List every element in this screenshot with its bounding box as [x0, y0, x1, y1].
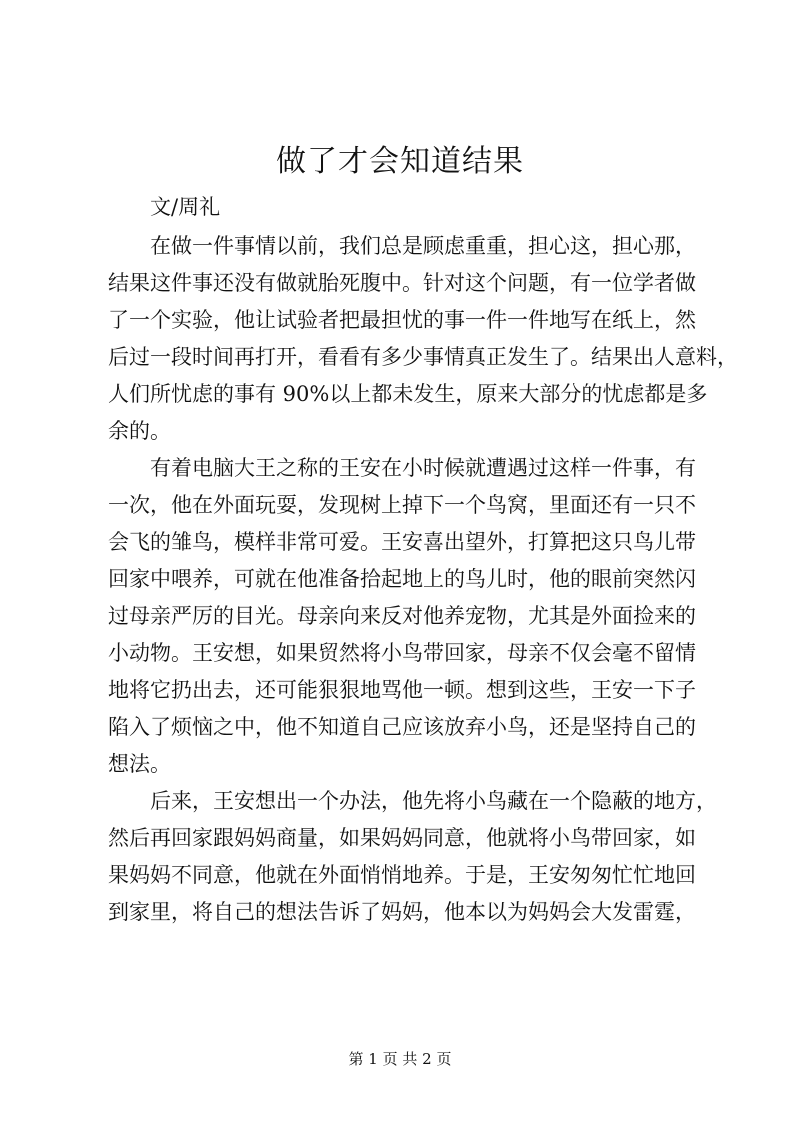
- text-line: 会飞的雏鸟，模样非常可爱。王安喜出望外，打算把这只鸟儿带: [108, 530, 696, 554]
- document-body: [108, 228, 738, 931]
- text-line: 地将它扔出去，还可能狠狠地骂他一顿。想到这些，王安一下子: [108, 678, 696, 702]
- page-footer: 第 1 页 共 2 页: [348, 1050, 452, 1068]
- text-line: 陷入了烦恼之中，他不知道自己应该放弃小鸟，还是坚持自己的: [108, 715, 696, 739]
- text-line: 余的。: [108, 419, 171, 443]
- paragraph: [108, 450, 696, 783]
- text-line: 一次，他在外面玩耍，发现树上掉下一个鸟窝，里面还有一只不: [108, 493, 696, 517]
- author-byline: 文/周礼: [150, 195, 221, 219]
- paragraph: [108, 228, 738, 450]
- paragraph: [108, 783, 717, 931]
- text-line: 想法。: [108, 752, 171, 776]
- text-line: 了一个实验，他让试验者把最担忧的事一件一件地写在纸上，然: [108, 308, 696, 332]
- text-line: 后来，王安想出一个办法，他先将小鸟藏在一个隐蔽的地方，: [150, 789, 717, 813]
- text-line: 在做一件事情以前，我们总是顾虑重重，担心这，担心那，: [150, 234, 696, 258]
- text-line: 结果这件事还没有做就胎死腹中。针对这个问题，有一位学者做: [108, 271, 696, 295]
- text-line: 过母亲严厉的目光。母亲向来反对他养宠物，尤其是外面捡来的: [108, 604, 696, 628]
- text-line: 然后再回家跟妈妈商量，如果妈妈同意，他就将小鸟带回家，如: [108, 826, 696, 850]
- text-line: 小动物。王安想，如果贸然将小鸟带回家，母亲不仅会毫不留情: [108, 641, 696, 665]
- text-line: 有着电脑大王之称的王安在小时候就遭遇过这样一件事，有: [150, 456, 696, 480]
- text-line: 后过一段时间再打开，看看有多少事情真正发生了。结果出人意料，: [108, 345, 738, 369]
- document-title: 做了才会知道结果: [276, 144, 524, 179]
- text-line: 果妈妈不同意，他就在外面悄悄地养。于是，王安匆匆忙忙地回: [108, 863, 696, 887]
- text-line: 回家中喂养，可就在他准备拾起地上的鸟儿时，他的眼前突然闪: [108, 567, 696, 591]
- text-line: 到家里，将自己的想法告诉了妈妈，他本以为妈妈会大发雷霆，: [108, 900, 696, 924]
- text-line: 人们所忧虑的事有 90%以上都未发生，原来大部分的忧虑都是多: [108, 382, 708, 406]
